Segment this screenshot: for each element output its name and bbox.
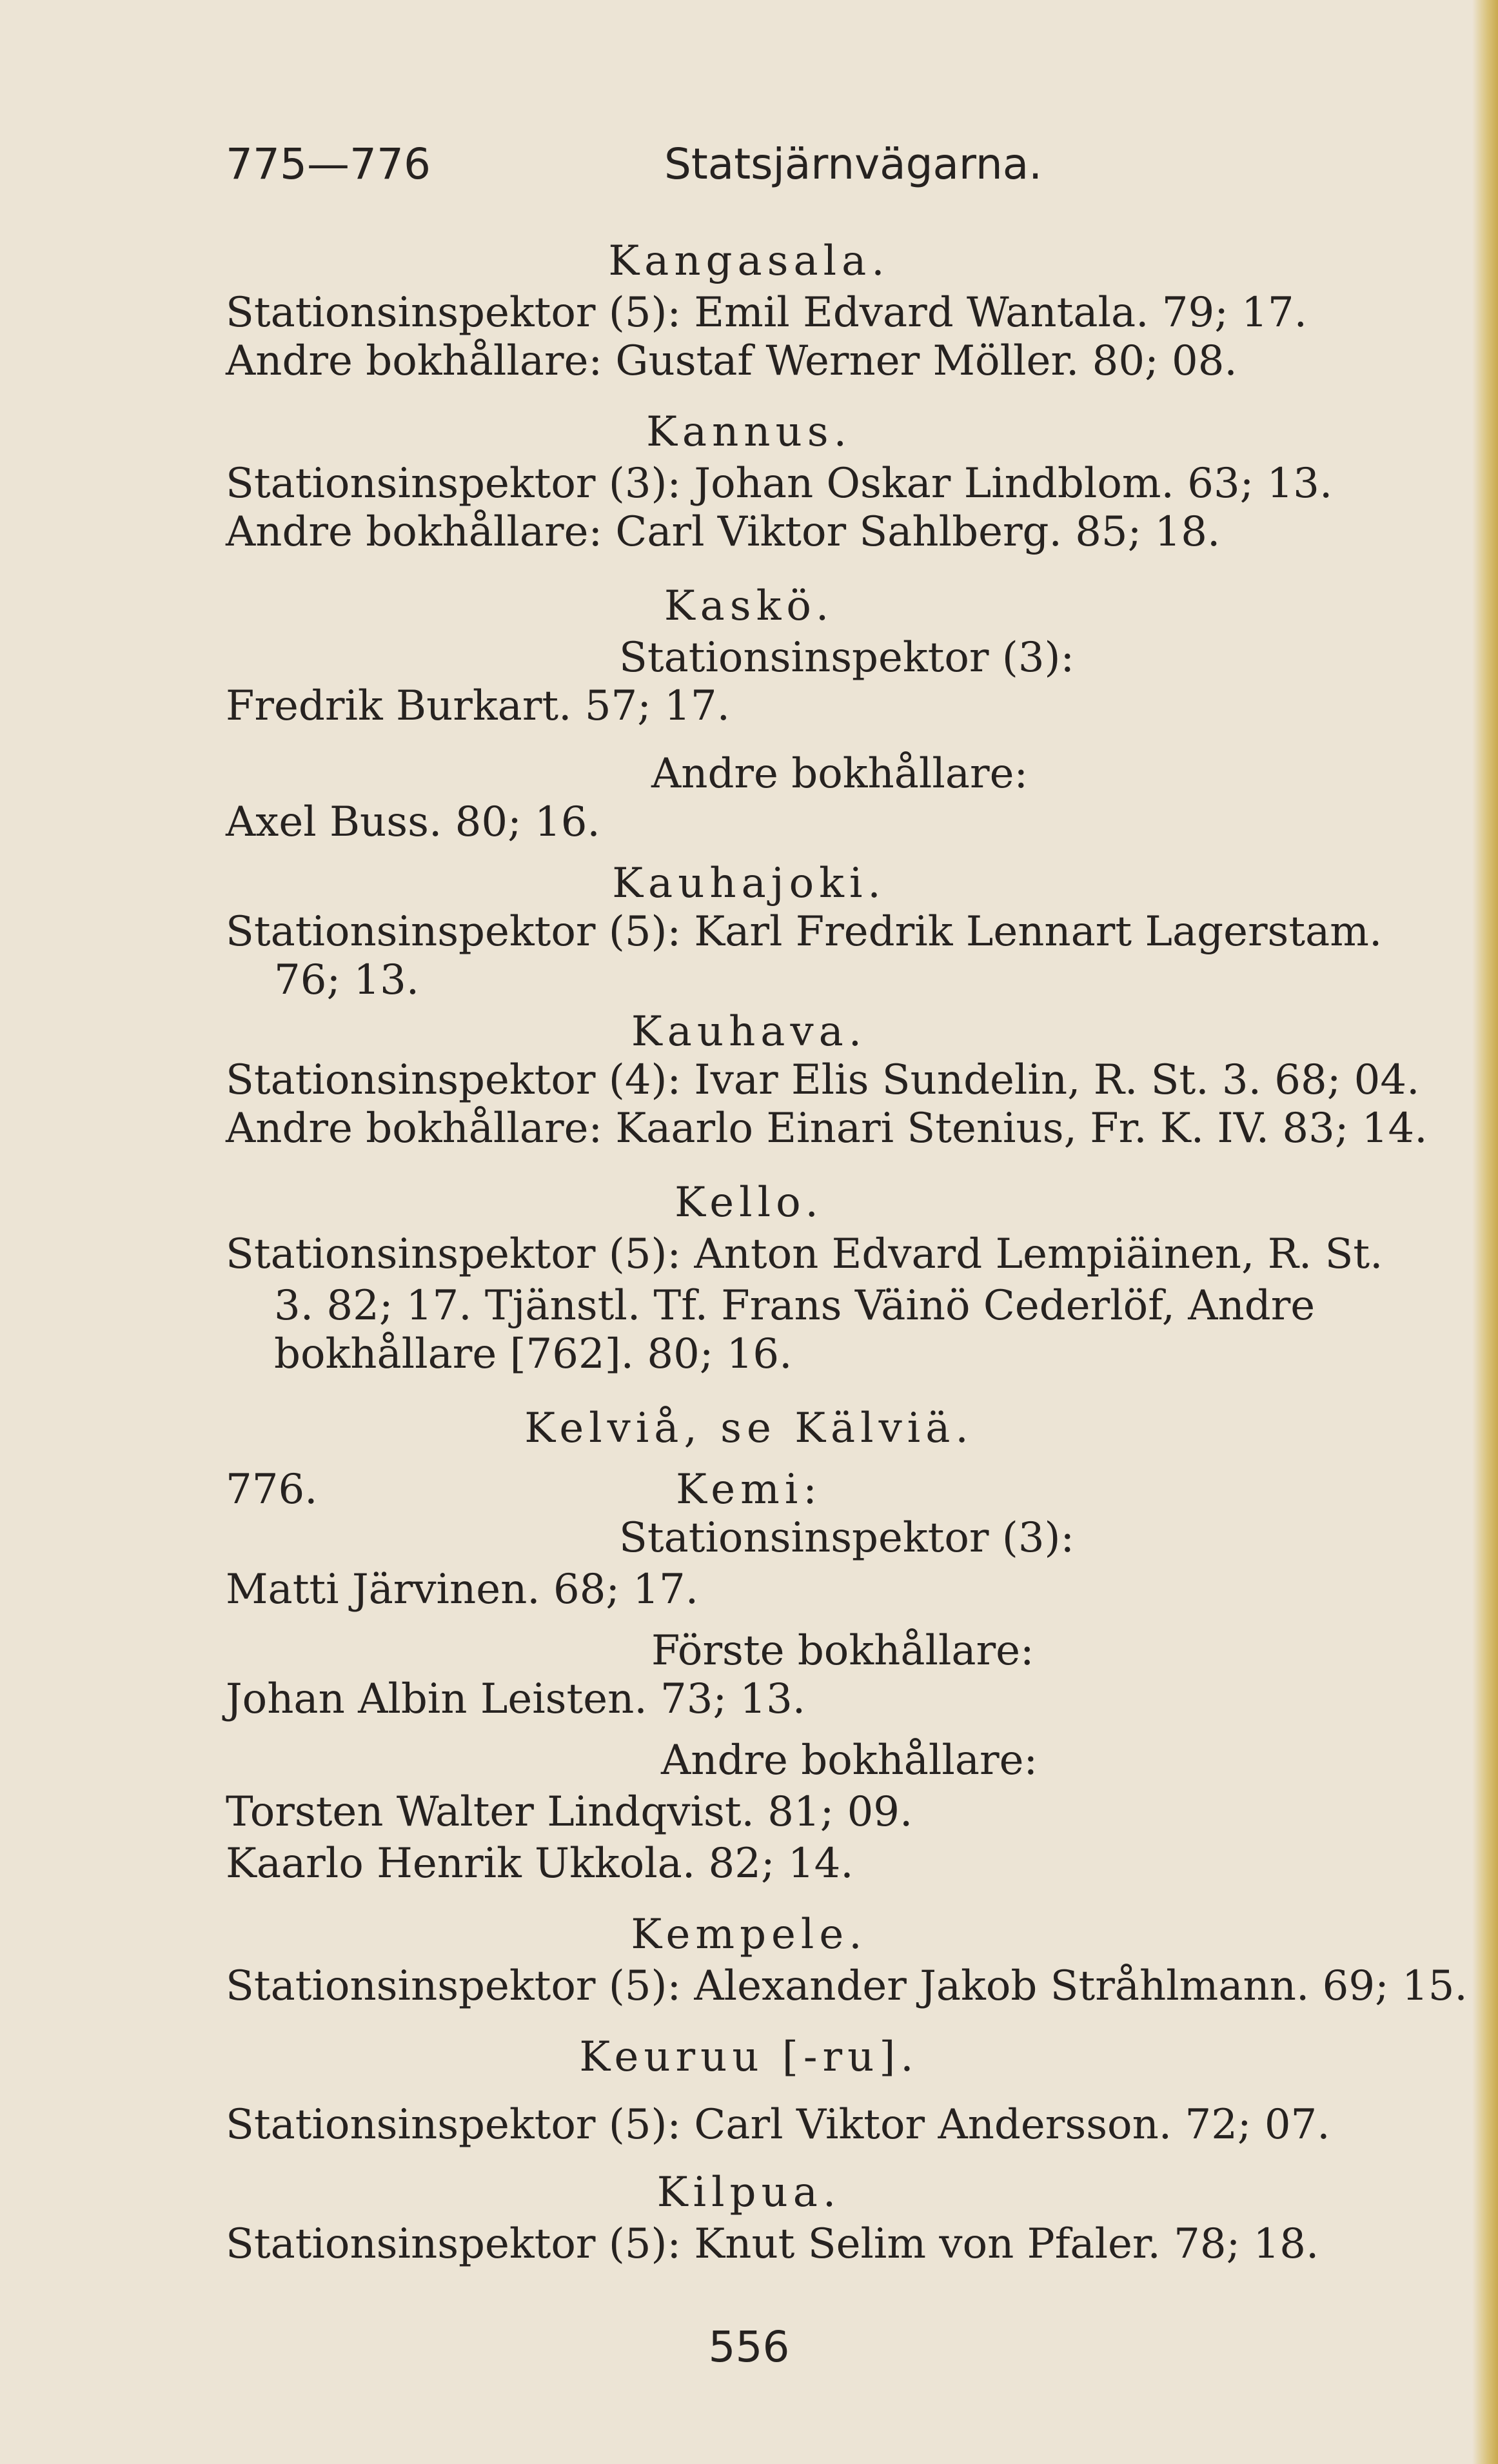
place-heading: Kauhajoki.: [612, 860, 886, 907]
place-heading: Kello.: [675, 1179, 823, 1227]
header-title: Statsjärnvägarna.: [664, 139, 1043, 189]
entry-line: Stationsinspektor (5): Anton Edvard Lempiäinen, R. St.: [226, 1230, 1383, 1278]
entry-line: Andre bokhållare: Carl Viktor Sahlberg. 85; 18.: [226, 508, 1221, 556]
place-heading: Kilpua.: [656, 2169, 842, 2216]
place-heading: Kaskö.: [664, 582, 834, 630]
entry-line: Andre bokhållare:: [651, 750, 1028, 798]
entry-line: Fredrik Burkart. 57; 17.: [226, 682, 730, 730]
page-edge: [1472, 0, 1498, 2464]
place-heading: Kannus.: [646, 408, 852, 456]
entry-line: 3. 82; 17. Tjänstl. Tf. Frans Väinö Cederlöf, Andre: [274, 1282, 1316, 1330]
entry-line: Stationsinspektor (4): Ivar Elis Sundelin, R. St. 3. 68; 04.: [226, 1056, 1420, 1104]
entry-line: Matti Järvinen. 68; 17.: [226, 1566, 699, 1613]
entry-line: Stationsinspektor (5): Knut Selim von Pfaler. 78; 18.: [226, 2220, 1319, 2268]
entry-line: Andre bokhållare: Gustaf Werner Möller. 80; 08.: [226, 337, 1237, 385]
entry-line: Stationsinspektor (3):: [619, 1514, 1075, 1562]
entry-line: bokhållare [762]. 80; 16.: [274, 1330, 793, 1378]
place-heading: Kauhava.: [631, 1008, 867, 1056]
entry-line: Johan Albin Leisten. 73; 13.: [226, 1675, 806, 1723]
entry-line: Stationsinspektor (5): Alexander Jakob Stråhlmann. 69; 15.: [226, 1962, 1468, 2010]
entry-line: Andre bokhållare: Kaarlo Einari Stenius, Fr. K. IV. 83; 14.: [226, 1105, 1428, 1152]
entry-line: Stationsinspektor (3):: [619, 634, 1075, 682]
place-heading: Kangasala.: [608, 237, 890, 285]
page-number: 556: [708, 2322, 790, 2372]
entry-line: Axel Buss. 80; 16.: [226, 798, 600, 846]
entry-line: Torsten Walter Lindqvist. 81; 09.: [226, 1788, 913, 1836]
margin-number: 776.: [226, 1466, 318, 1513]
entry-line: Stationsinspektor (5): Karl Fredrik Lennart Lagerstam.: [226, 908, 1383, 956]
place-heading: Kempele.: [631, 1911, 867, 1958]
place-heading: Kemi:: [676, 1466, 822, 1513]
entry-line: Stationsinspektor (5): Carl Viktor Andersson. 72; 07.: [226, 2101, 1330, 2149]
header-pages: 775—776: [226, 139, 431, 189]
entry-line: Förste bokhållare:: [651, 1627, 1034, 1675]
entry-line: Andre bokhållare:: [661, 1737, 1038, 1784]
place-heading: Keuruu [-ru].: [579, 2033, 919, 2081]
entry-line: Stationsinspektor (5): Emil Edvard Wantala. 79; 17.: [226, 289, 1307, 337]
entry-line: 76; 13.: [274, 956, 420, 1004]
entry-line: Stationsinspektor (3): Johan Oskar Lindblom. 63; 13.: [226, 460, 1333, 508]
place-heading: Kelviå, se Kälviä.: [524, 1404, 974, 1452]
entry-line: Kaarlo Henrik Ukkola. 82; 14.: [226, 1840, 854, 1887]
